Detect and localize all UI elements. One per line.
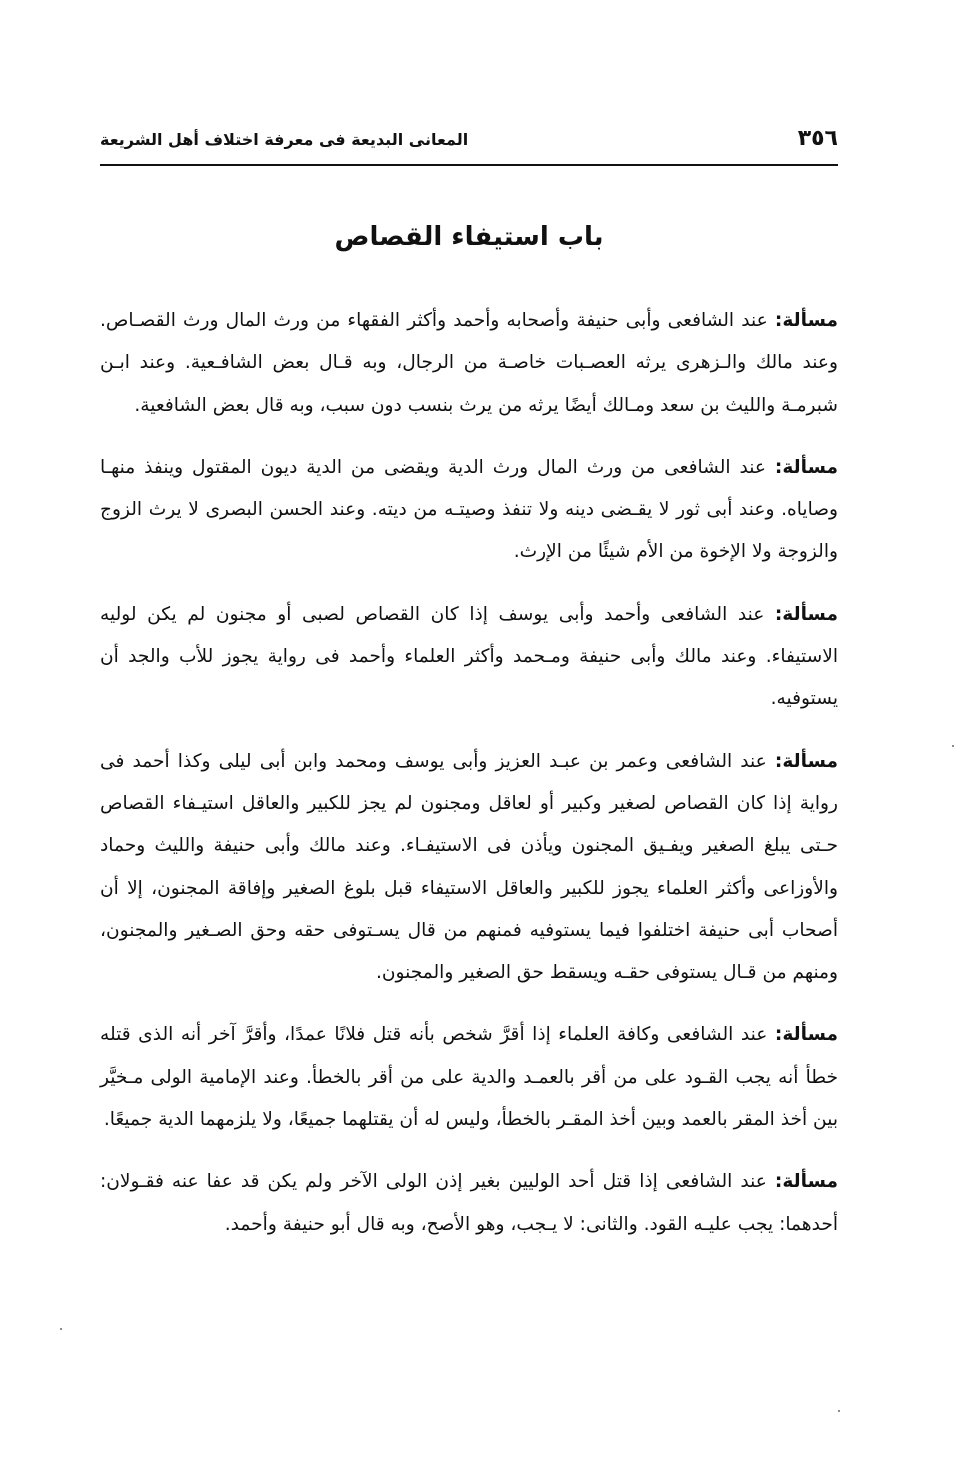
scan-speck xyxy=(60,1328,62,1330)
issue-label: مسألة: xyxy=(774,1024,839,1046)
issue-text: عند الشافعى وأبى حنيفة وأصحابه وأحمد وأكثر الفقهاء من ورث المال ورث القصـاص. وعند مالك والـزهرى يرثه العصـبات خاصـة من الرجال، وبه قـال بعض الشافـعية. وعند ابـن شبرمـة والليث بن سعد ومـالك أيضًا يرثه من يرث بنسب دون سبب، وبه قال بعض الشافعية. xyxy=(100,310,838,416)
scan-speck xyxy=(838,1410,840,1412)
issue-text: عند الشافعى وكافة العلماء إذا أقرَّ شخص بأنه قتل فلانًا عمدًا، وأقرَّ آخر أنه الذى قتله خطأ أنه يجب القـود على من أقر بالعمـد والدية على من أقر بالخطأ. وعند الإمامية الولى مـخيَّر بين أخذ المقر بالعمد وبين أخذ المقـر بالخطأ، وليس له أن يقتلهما جميعًا، ولا يلزمهما الدية جميعًا. xyxy=(100,1024,838,1131)
issue-text: عند الشافعى من ورث المال ورث الدية ويقضى من الدية ديون المقتول وينفذ منهـا وصاياه. وعند أبى ثور لا يقـضى دينه ولا تنفذ وصيتـه من ديته. وعند الحسن البصرى لا يرث الزوج والزوجة ولا الإخوة من الأم شيئًا من الإرث. xyxy=(100,456,838,563)
chapter-title: باب استيفاء القصاص xyxy=(334,222,604,252)
issue-paragraph xyxy=(100,594,838,721)
body-text xyxy=(100,300,838,1266)
running-header xyxy=(100,118,838,166)
book-title: المعانى البديعة فى معرفة اختلاف أهل الشريعة xyxy=(100,130,469,149)
issue-text: عند الشافعى إذا قتل أحد الوليين بغير إذن الولى الآخر ولم يكن قد عفا عنه فقـولان: أحدهما: يجب عليـه القود. والثانى: لا يـجب، وهو الأصح، وبه قال أبو حنيفة وأحمد. xyxy=(100,1171,838,1235)
issue-paragraph xyxy=(100,1161,838,1246)
issue-paragraph xyxy=(100,300,838,427)
issue-paragraph xyxy=(100,741,838,995)
issue-label: مسألة: xyxy=(774,603,838,625)
issue-paragraph xyxy=(100,447,838,574)
scan-speck xyxy=(952,745,954,747)
page-number: ٣٥٦ xyxy=(797,126,838,151)
issue-text: عند الشافعى وأحمد وأبى يوسف إذا كان القصاص لصبى أو مجنون لم يكن لوليه الاستيفاء. وعند مالك وأبى حنيفة ومـحمد وأكثر العلماء وأحمد فى رواية يجوز للأب والجد أن يستوفيه. xyxy=(100,603,838,710)
issue-label: مسألة: xyxy=(774,750,838,772)
issue-paragraph xyxy=(100,1014,838,1141)
issue-label: مسألة: xyxy=(774,456,838,478)
issue-label: مسألة: xyxy=(774,1171,838,1193)
issue-label: مسألة: xyxy=(774,310,838,331)
issue-text: عند الشافعى وعمر بن عبـد العزيز وأبى يوسف ومحمد وابن أبى ليلى وكذا أحمد فى رواية إذا كان القصاص لصغير وكبير أو لعاقل ومجنون لم يجز للكبير والعاقل استيـفاء القصاص حـتى يبلغ الصغير ويفـيق المجنون ويأذن فى الاستيفـاء. وعند مالك وأبى حنيفة والليث وحماد والأوزاعى وأكثر العلماء يجوز للكبير والعاقل الاستيفاء قبل بلوغ الصغير وإفاقة المجنون، إلا أن أصحاب أبى حنيفة اختلفوا فيما يستوفيه فمنهم من قال يسـتوفى حقه وحق الصـغير والمجنون، ومنهم من قـال يستوفى حقـه ويسقط حق الصغير والمجنون. xyxy=(100,750,838,984)
